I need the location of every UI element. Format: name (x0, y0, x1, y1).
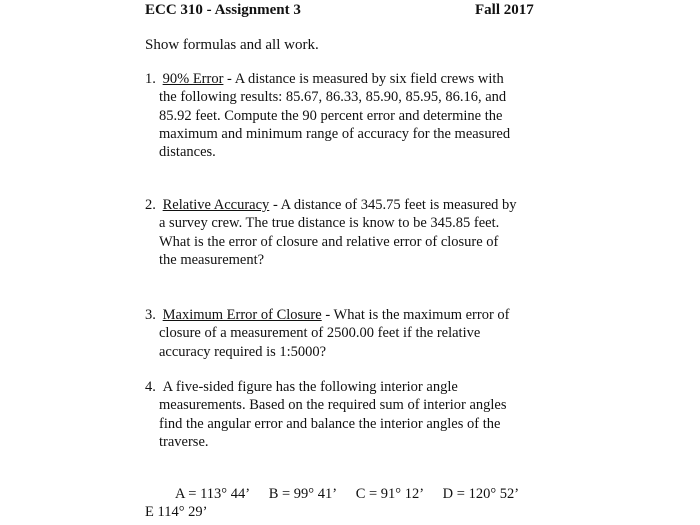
problem-3-topic: Maximum Error of Closure (162, 307, 322, 323)
problem-1-line-2: the following results: 85.67, 86.33, 85.90, 85.95, 86.16, and (159, 89, 507, 106)
problem-3-line-1 (159, 306, 545, 324)
course-title: ECC 310 - Assignment 3 (145, 2, 301, 18)
problem-2-topic: Relative Accuracy (162, 197, 270, 213)
problem-1-line-3: 85.92 feet. Compute the 90 percent error and determine the (159, 107, 503, 124)
problem-1-line-1 (159, 70, 545, 88)
problem-3-line-2: closure of a measurement of 2500.00 feet if the relative (159, 325, 481, 342)
problem-2-line-2: a survey crew. The true distance is know to be 345.85 feet. (159, 215, 500, 232)
problem-4-line-3: find the angular error and balance the interior angles of the (159, 415, 501, 432)
problem-1-number: 1. (145, 71, 156, 87)
problem-2-line-3: What is the error of closure and relative error of closure of (159, 233, 499, 250)
term-label: Fall 2017 (475, 2, 534, 18)
angle-b: B = 99° 41’ (268, 486, 338, 502)
problem-4-line-2: measurements. Based on the required sum of interior angles (159, 397, 507, 414)
problem-1-line-5: distances. (159, 144, 216, 161)
problem-4-line-4: traverse. (159, 433, 209, 450)
problem-1-line-4: maximum and minimum range of accuracy for the measured (159, 125, 511, 142)
angle-e: E 114° 29’ (145, 504, 208, 520)
problem-2-number: 2. (145, 197, 156, 213)
angle-a: A = 113° 44’ (175, 486, 251, 502)
problem-4-line-1 (159, 378, 545, 396)
angle-measurements (145, 485, 565, 521)
problem-3-line-3: accuracy required is 1:5000? (159, 343, 327, 360)
problem-4-number: 4. (145, 379, 156, 395)
problem-3-line-1-text: - What is the maximum error of (321, 307, 510, 323)
problem-1 (145, 70, 545, 161)
angle-c: C = 91° 12’ (355, 486, 425, 502)
problem-2-line-1 (159, 196, 545, 214)
angle-d: D = 120° 52’ (442, 486, 520, 502)
problem-3 (145, 306, 545, 361)
problem-2-line-1-text: - A distance of 345.75 feet is measured by (269, 197, 517, 213)
problem-4 (145, 378, 545, 451)
problem-2-line-4: the measurement? (159, 251, 265, 268)
problem-1-line-1-text: - A distance is measured by six field crews with (223, 71, 504, 87)
problem-3-number: 3. (145, 307, 156, 323)
problem-4-line-1-text: A five-sided figure has the following interior angle (162, 379, 458, 395)
instructions-text: Show formulas and all work. (145, 37, 319, 53)
problem-1-topic: 90% Error (162, 71, 224, 87)
problem-2 (145, 196, 545, 269)
